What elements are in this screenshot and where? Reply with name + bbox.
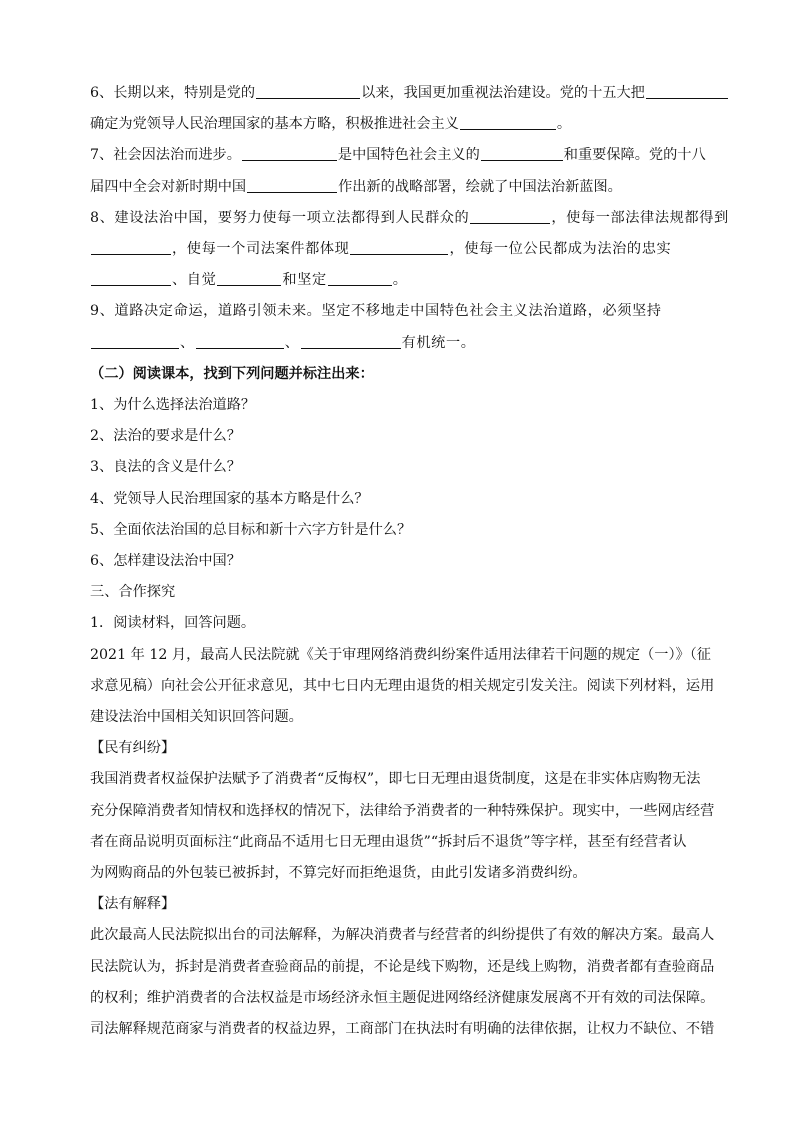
fill-in-blank[interactable] [91,240,171,255]
text-segment: 【民有纠纷】 [90,740,176,757]
text-segment: 此次最高人民法院拟出台的司法解释，为解决消费者与经营者的纠纷提供了有效的解决方案。最高人 [90,927,715,944]
text-line [90,421,704,452]
text-line [90,952,715,983]
text-line [90,328,704,359]
text-segment: 2021 年 12 月，最高人民法院就《关于审理网络消费纠纷案件适用法律若干问题的规定（一）》（征 [90,646,711,663]
text-segment: 建设法治中国相关知识回答问题。 [90,709,303,726]
fill-in-blank[interactable] [481,146,563,161]
fill-in-blank[interactable] [460,115,556,130]
text-segment: 以来，我国更加重视法治建设。党的十五大把 [361,85,645,101]
fill-in-blank[interactable] [256,84,360,99]
text-segment: 。 [556,116,572,133]
text-line [90,827,704,858]
text-segment: 为网购商品的外包装已被拆封，不算完好而拒绝退货，由此引发诸多消费纠纷。 [90,865,587,882]
text-line [90,577,704,608]
text-segment: 7、社会因法治而进步。 [90,147,241,164]
text-segment: 的权利；维护消费者的合法权益是市场经济永恒主题促进网络经济健康发展离不开有效的司法保障。 [90,989,715,1006]
text-segment: 我国消费者权益保护法赋予了消费者“反悔权”，即七日无理由退货制度，这是在非实体店购物无法 [90,771,701,788]
text-segment: 司法解释规范商家与消费者的权益边界，工商部门在执法时有明确的法律依据，让权力不缺位、不错 [90,1021,715,1038]
fill-in-blank[interactable] [91,271,171,286]
text-segment: 确定为党领导人民治理国家的基本方略，积极推进社会主义 [90,116,459,133]
text-segment: 9、道路决定命运，道路引领未来。坚定不移地走中国特色社会主义法治道路，必须坚持 [90,303,662,320]
text-segment: 。 [392,272,408,289]
text-line [90,764,704,795]
text-line [90,452,704,483]
text-line [90,1014,715,1045]
fill-in-blank[interactable] [91,334,179,349]
fill-in-blank[interactable] [301,334,401,349]
text-segment: ，使每一个司法案件都体现 [172,241,350,258]
text-segment: 、 [284,334,300,351]
text-line [90,172,704,203]
text-line [90,671,715,702]
text-segment: 、 [180,334,195,351]
fill-in-blank[interactable] [350,240,448,255]
text-segment: 【法有解释】 [90,896,176,913]
fill-in-blank[interactable] [217,271,281,286]
text-line [90,484,704,515]
text-segment: ，使每一部法律法规都得到 [551,209,729,226]
text-segment: 2、法治的要求是什么？ [90,428,241,445]
text-segment: 和坚定 [282,272,327,289]
text-segment: 者在商品说明页面标注“此商品不适用七日无理由退货”“拆封后不退货”等字样，甚至有经营者认 [90,833,687,850]
text-line [90,546,704,577]
text-segment: 3、良法的含义是什么？ [90,459,241,476]
fill-in-blank[interactable] [196,334,284,349]
text-segment: ，使每一位公民都成为法治的忠实 [449,241,672,258]
text-line [90,359,704,390]
text-line [90,858,704,889]
text-segment: 民法院认为，拆封是消费者查验商品的前提，不论是线下购物，还是线上购物，消费者都有查验商品 [90,958,715,975]
text-line [90,640,711,671]
text-segment: 1．阅读材料，回答问题。 [90,615,256,632]
text-line [90,983,715,1014]
text-line [90,920,715,951]
fill-in-blank[interactable] [242,146,337,161]
fill-in-blank[interactable] [646,84,728,99]
text-line [90,702,704,733]
text-segment: （二）阅读课本，找到下列问题并标注出来： [90,365,374,382]
text-segment: 届四中全会对新时期中国 [90,178,247,195]
text-segment: 、自觉 [172,272,217,289]
text-line [90,296,704,327]
text-segment: 8、建设法治中国，要努力使每一项立法都得到人民群众的 [90,209,470,226]
text-line [90,265,704,296]
text-line [90,78,704,109]
text-segment: 充分保障消费者知情权和选择权的情况下，法律给予消费者的一种特殊保护。现实中，一些网店经营 [90,802,715,819]
text-line [90,203,729,234]
text-segment: 有机统一。 [401,334,476,351]
text-line [90,515,704,546]
text-line [90,889,704,920]
text-segment: 6、怎样建设法治中国？ [90,553,241,570]
text-segment: 和重要保障。党的十八 [563,147,706,164]
fill-in-blank[interactable] [247,178,337,193]
text-segment: 6、长期以来，特别是党的 [90,85,256,101]
text-segment: 作出新的战略部署，绘就了中国法治新蓝图。 [338,178,622,195]
text-segment: 4、党领导人民治理国家的基本方略是什么？ [90,490,369,507]
text-line [90,608,704,639]
text-line [90,796,715,827]
text-segment: 1、为什么选择法治道路？ [90,397,256,414]
fill-in-blank[interactable] [470,209,550,224]
document-body [90,78,729,1045]
text-line [90,140,704,171]
text-segment: 是中国特色社会主义的 [337,147,480,164]
fill-in-blank[interactable] [328,271,392,286]
text-segment: 三、合作探究 [90,584,176,601]
text-line [90,109,704,140]
text-line [90,733,704,764]
text-segment: 求意见稿）向社会公开征求意见，其中七日内无理由退货的相关规定引发关注。阅读下列材料，运用 [90,677,715,694]
text-line [90,390,704,421]
text-segment: 5、全面依法治国的总目标和新十六字方针是什么？ [90,521,412,538]
text-line [90,234,704,265]
